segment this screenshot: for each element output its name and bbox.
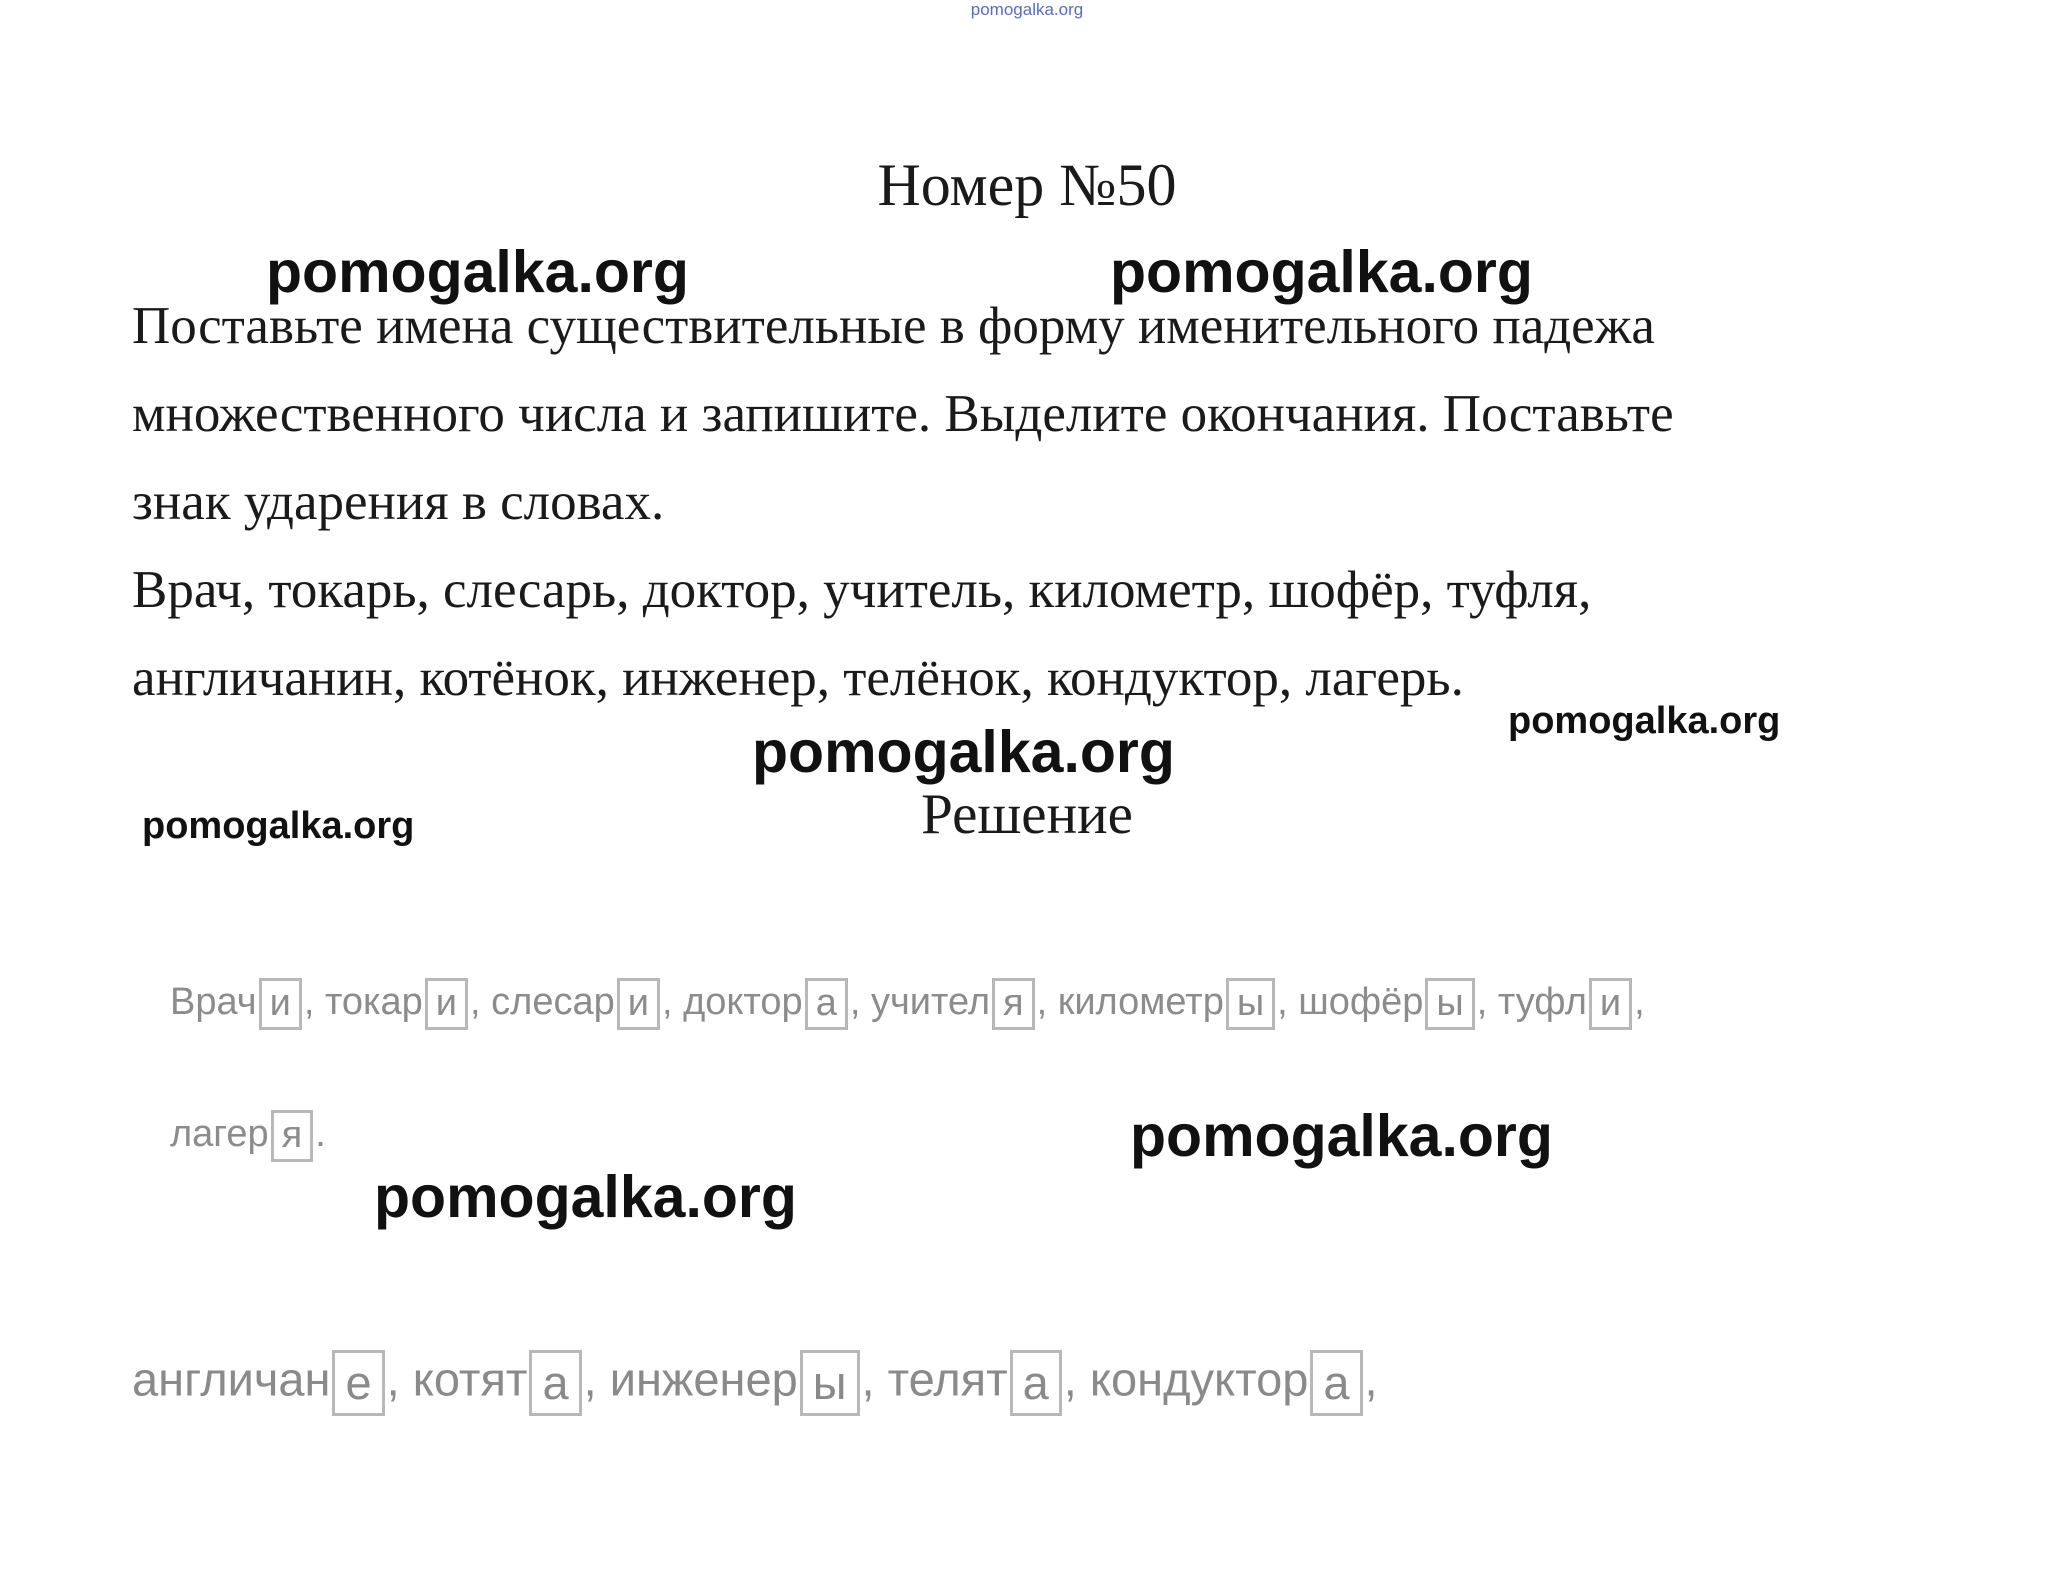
answer-word: телят bbox=[887, 1352, 1008, 1406]
answer-word: слесар bbox=[491, 980, 615, 1023]
ending-box: и bbox=[617, 978, 660, 1030]
answer-line-1: Врач и , токар и , слесар и , доктор а , учител я , километр ы , шофёр ы , туфл и , bbox=[170, 978, 1645, 1030]
ending-box: я bbox=[271, 1110, 314, 1162]
watermark: pomogalka.org bbox=[1508, 700, 1781, 742]
answer-word: котят bbox=[412, 1352, 528, 1406]
answer-word: токар bbox=[324, 980, 423, 1023]
watermark: pomogalka.org bbox=[374, 1164, 797, 1230]
answer-word: англичан bbox=[132, 1352, 331, 1406]
ending-box: ы bbox=[1226, 978, 1275, 1030]
task-line: множественного числа и запишите. Выделите окончания. Поставьте bbox=[132, 385, 1674, 443]
ending-box: и bbox=[259, 978, 302, 1030]
watermark: pomogalka.org bbox=[266, 239, 689, 305]
ending-box: а bbox=[805, 978, 848, 1030]
solution-title: Решение bbox=[921, 783, 1133, 846]
watermark: pomogalka.org bbox=[142, 805, 415, 847]
header-site-mark: pomogalka.org bbox=[970, 0, 1084, 19]
answer-word: километр bbox=[1057, 980, 1224, 1023]
answer-word: кондуктор bbox=[1089, 1352, 1309, 1406]
task-line: Врач, токарь, слесарь, доктор, учитель, километр, шофёр, туфля, bbox=[132, 561, 1592, 619]
watermark: pomogalka.org bbox=[1110, 239, 1533, 305]
answer-word: туфл bbox=[1497, 980, 1587, 1023]
task-text bbox=[132, 282, 1932, 722]
ending-box: а bbox=[1310, 1350, 1362, 1416]
ending-box: я bbox=[992, 978, 1035, 1030]
answer-line-2: лагер я . bbox=[170, 1110, 326, 1162]
ending-box: ы bbox=[1425, 978, 1474, 1030]
page-title: Номер №50 bbox=[877, 152, 1177, 218]
ending-box: е bbox=[332, 1350, 384, 1416]
ending-box: а bbox=[529, 1350, 581, 1416]
ending-box: а bbox=[1010, 1350, 1062, 1416]
answer-word: доктор bbox=[683, 980, 803, 1023]
answer-word: учител bbox=[870, 980, 990, 1023]
task-line: знак ударения в словах. bbox=[132, 473, 665, 531]
ending-box: и bbox=[425, 978, 468, 1030]
ending-box: ы bbox=[800, 1350, 860, 1416]
task-line: англичанин, котёнок, инженер, телёнок, кондуктор, лагерь. bbox=[132, 649, 1464, 707]
answer-line-3: англичан е , котят а , инженер ы , телят а , кондуктор а , bbox=[132, 1350, 1378, 1416]
task-line: Поставьте имена существительные в форму именительного падежа bbox=[132, 297, 1655, 355]
watermark: pomogalka.org bbox=[752, 719, 1175, 785]
answer-word: инженер bbox=[609, 1352, 798, 1406]
ending-box: и bbox=[1589, 978, 1632, 1030]
answer-word: лагер bbox=[170, 1112, 269, 1155]
watermark: pomogalka.org bbox=[1130, 1103, 1553, 1169]
answer-word: шофёр bbox=[1298, 980, 1424, 1023]
answer-word: Врач bbox=[170, 980, 257, 1023]
